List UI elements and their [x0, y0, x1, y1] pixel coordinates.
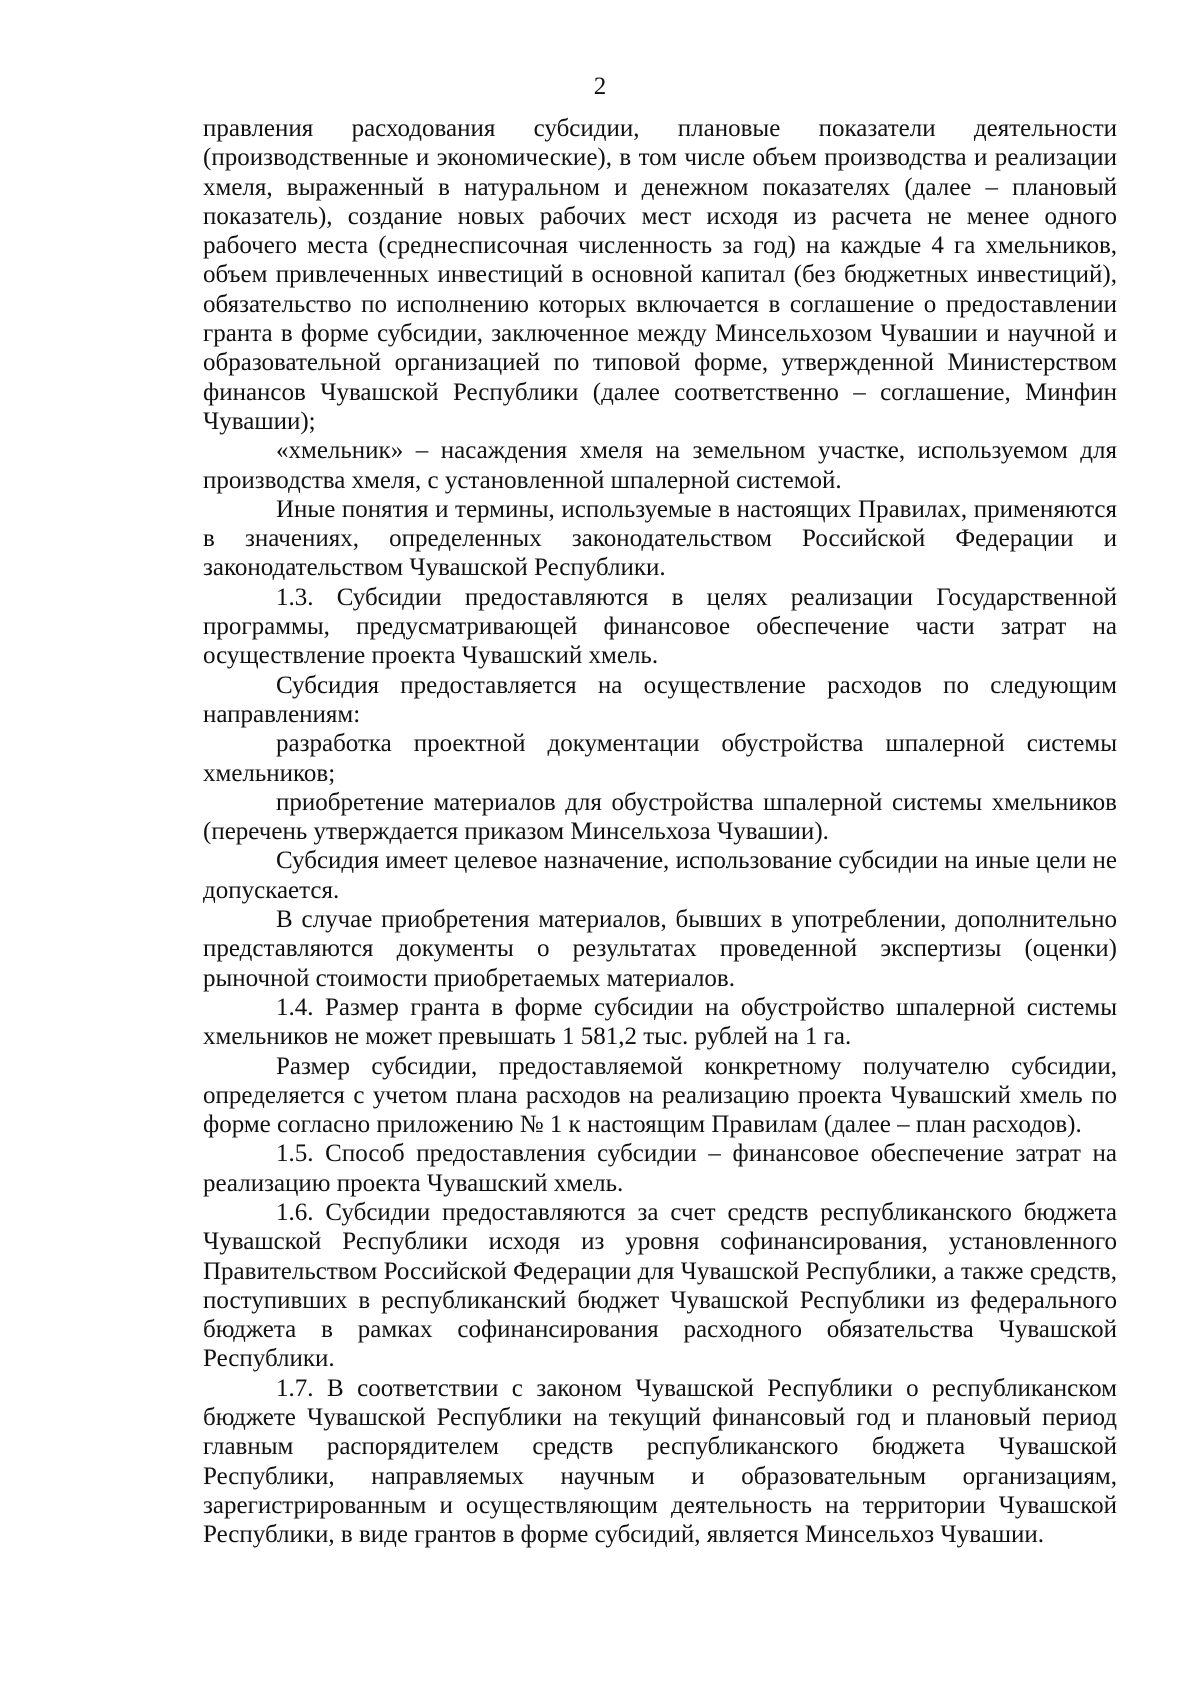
paragraph-hop-field-definition: «хмельник» – насаждения хмеля на земельном участке, используемом для производства хмеля, с установленной шпалерной системой. [203, 437, 1117, 494]
paragraph-direction-materials: приобретение материалов для обустройства шпалерной системы хмельников (перечень утверждается приказом Минсельхоза Чувашии). [203, 788, 1117, 846]
paragraph-subsidy-amount: Размер субсидии, предоставляемой конкретному получателю субсидии, определяется с учетом плана расходов на реализацию проекта Чувашский хмель по форме согласно приложению № 1 к настоящим Правилам (далее – план расходов). [203, 1052, 1117, 1139]
paragraph-targeted-purpose: Субсидия имеет целевое назначение, использование субсидии на иные цели не допускается. [203, 847, 1117, 904]
paragraph-subsidy-directions: Субсидия предоставляется на осуществление расходов по следующим направлениям: [203, 671, 1117, 728]
paragraph-1-5: 1.5. Способ предоставления субсидии – финансовое обеспечение затрат на реализацию проекта Чувашский хмель. [203, 1140, 1117, 1197]
paragraph-direction-design: разработка проектной документации обустройства шпалерной системы хмельников; [203, 730, 1117, 787]
paragraph-1-4: 1.4. Размер гранта в форме субсидии на обустройство шпалерной системы хмельников не может превышать 1 581,2 тыс. рублей на 1 га. [203, 993, 1117, 1051]
paragraph-continuation: правления расходования субсидии, плановые показатели деятельности (производственные и экономические), в том числе объем производства и реализации хмеля, выраженный в натуральном и денежном показателях (далее – плановый показатель), создание новых рабочих мест исходя из расчета не менее одного рабочего места (среднесписочная численность за год) на каждые 4 га хмельников, объем привлеченных инвестиций в основной капитал (без бюджетных инвестиций), обязательство по исполнению которых включается в соглашение о предоставлении гранта в форме субсидии, заключенное между Минсельхозом Чувашии и научной и образовательной организацией по типовой форме, утвержденной Министерством финансов Чувашской Республики (далее соответственно – соглашение, Минфин Чувашии); [203, 115, 1117, 435]
paragraph-1-7: 1.7. В соответствии с законом Чувашской Республики о республиканском бюджете Чувашской Республики на текущий финансовый год и плановый период главным распорядителем средств республиканского бюджета Чувашской Республики, направляемых научным и образовательным организациям, зарегистрированным и осуществляющим деятельность на территории Чувашской Республики, в виде грантов в форме субсидий, является Минсельхоз Чувашии. [203, 1374, 1117, 1549]
paragraph-used-materials: В случае приобретения материалов, бывших в употреблении, дополнительно представляются документы о результатах проведенной экспертизы (оценки) рыночной стоимости приобретаемых материалов. [203, 906, 1117, 992]
page-number: 2 [593, 73, 607, 100]
paragraph-1-6: 1.6. Субсидии предоставляются за счет средств республиканского бюджета Чувашской Республики исходя из уровня софинансирования, установленного Правительством Российской Федерации для Чувашской Республики, а также средств, поступивших в республиканский бюджет Чувашской Республики из федерального бюджета в рамках софинансирования расходного обязательства Чувашской Республики. [203, 1198, 1117, 1373]
paragraph-1-3: 1.3. Субсидии предоставляются в целях реализации Государственной программы, предусматривающей финансовое обеспечение части затрат на осуществление проекта Чувашский хмель. [203, 583, 1117, 670]
document-body [203, 114, 1117, 1550]
paragraph-other-terms: Иные понятия и термины, используемые в настоящих Правилах, применяются в значениях, определенных законодательством Российской Федерации и законодательством Чувашской Республики. [203, 495, 1117, 582]
